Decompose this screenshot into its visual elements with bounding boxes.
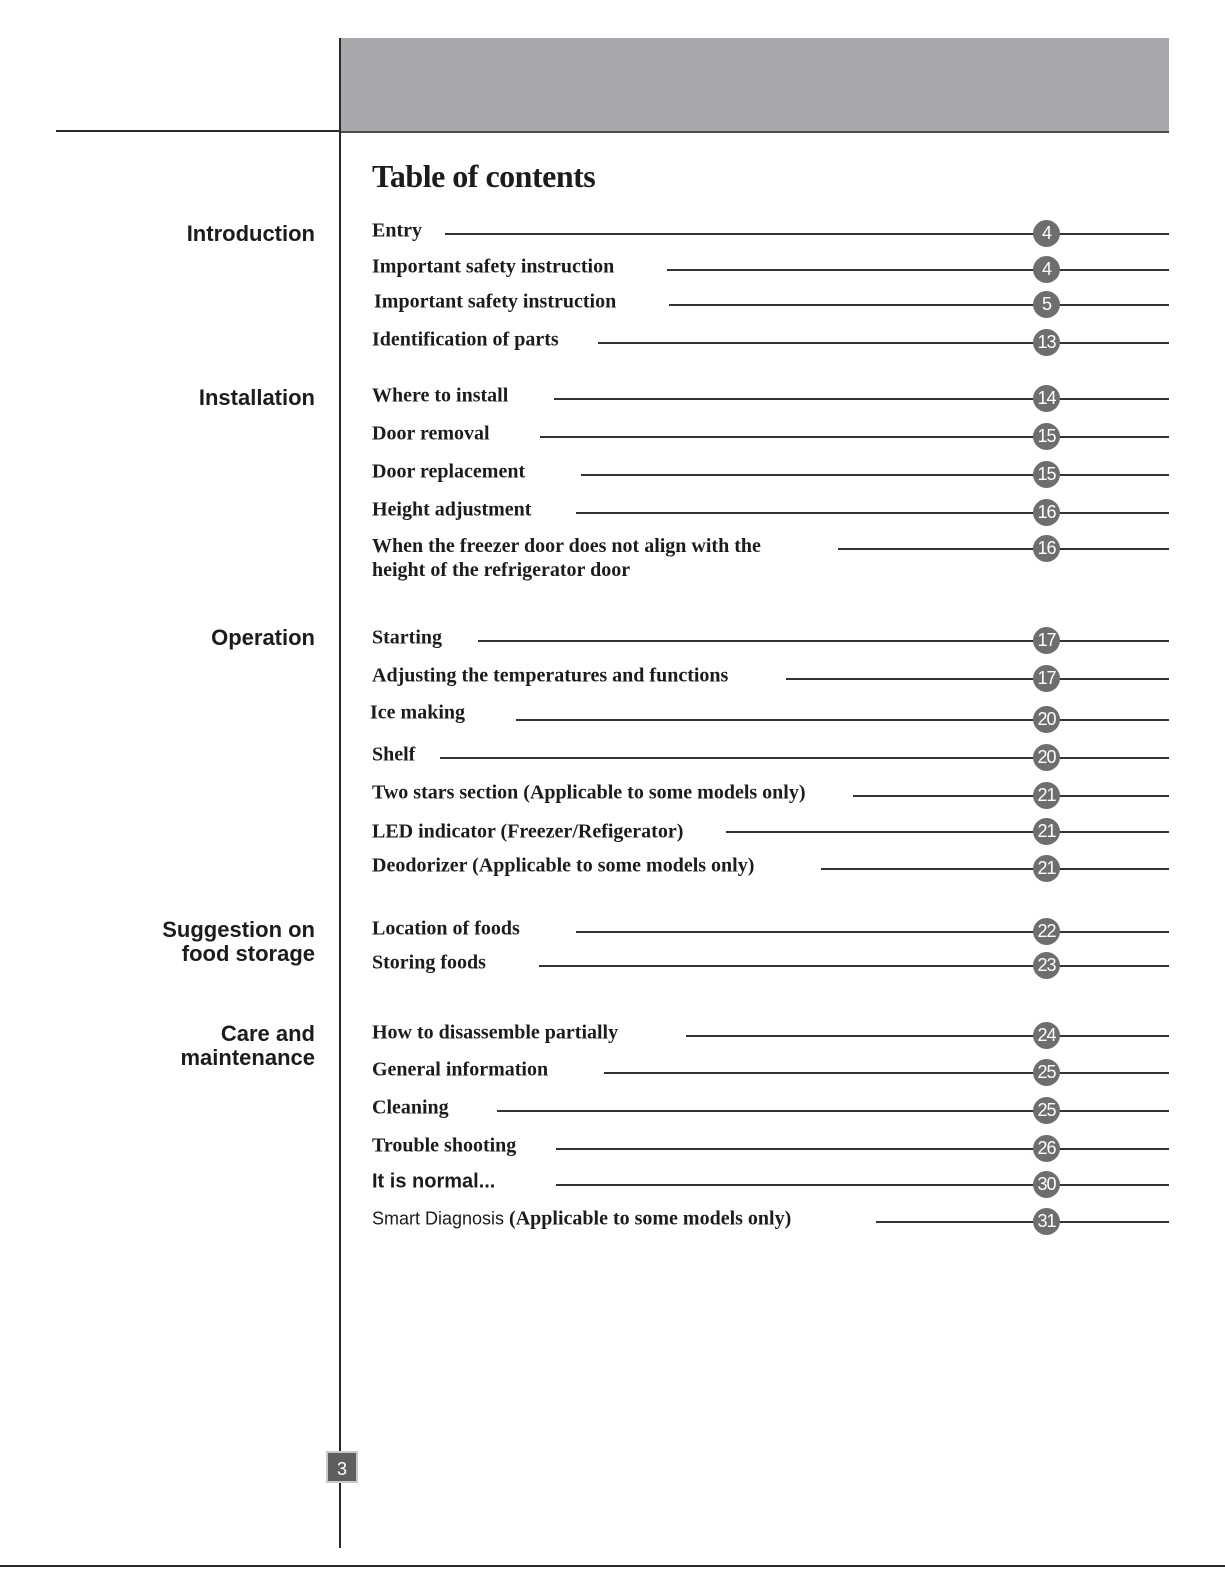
toc-entry-label: Identification of parts	[372, 328, 559, 351]
toc-entry-label: It is normal...	[372, 1170, 496, 1193]
page-number-badge: 17	[1033, 627, 1060, 654]
leader-line	[604, 1072, 1169, 1074]
leader-line	[686, 1035, 1169, 1037]
page-number-badge: 13	[1033, 329, 1060, 356]
toc-entry[interactable]	[0, 255, 1225, 279]
toc-entry-label: Two stars section (Applicable to some models only)	[372, 781, 806, 804]
leader-line	[554, 398, 1169, 400]
toc-entry[interactable]	[0, 1134, 1225, 1158]
leader-line	[497, 1110, 1169, 1112]
toc-entry-label-line1: When the freezer door does not align with the	[372, 535, 761, 557]
toc-entry[interactable]	[0, 460, 1225, 484]
toc-entry[interactable]	[0, 854, 1225, 878]
page-number-badge: 15	[1033, 461, 1060, 488]
page-number-badge: 15	[1033, 423, 1060, 450]
page-number-badge: 21	[1033, 855, 1060, 882]
toc-entry-label: Height adjustment	[372, 498, 532, 521]
page-number-badge: 20	[1033, 744, 1060, 771]
toc-entry-note: (Applicable to some models only)	[472, 854, 755, 877]
page-title: Table of contents	[372, 158, 596, 194]
toc-entry-label: Shelf	[372, 743, 416, 766]
toc-entry-label: Entry	[372, 219, 422, 242]
toc-entry-label: LED indicator (Freezer/Refigerator)	[372, 820, 684, 843]
toc-entry-label: Door removal	[372, 422, 490, 445]
toc-entry[interactable]	[0, 1021, 1225, 1045]
leader-line	[576, 512, 1169, 514]
leader-line	[667, 269, 1169, 271]
toc-entry-label: Where to install	[372, 384, 509, 407]
toc-entry[interactable]	[0, 781, 1225, 805]
leader-line	[838, 548, 1169, 550]
page-number-badge: 16	[1033, 499, 1060, 526]
leader-line	[876, 1221, 1169, 1223]
page-number-badge: 30	[1033, 1171, 1060, 1198]
toc-entry[interactable]	[0, 701, 1225, 729]
toc-entry-label-main: Deodorizer	[372, 854, 468, 877]
leader-line	[478, 640, 1169, 642]
leader-line	[539, 965, 1169, 967]
toc-entry-label-line2: height of the refrigerator door	[372, 559, 631, 581]
toc-entry[interactable]	[0, 1096, 1225, 1120]
toc-entry-label: Adjusting the temperatures and functions	[372, 664, 729, 687]
toc-entry[interactable]	[0, 498, 1225, 522]
leader-line	[821, 868, 1169, 870]
toc-entry-label: Starting	[372, 626, 442, 649]
bottom-rule	[0, 1565, 1225, 1567]
leader-line	[726, 831, 1169, 833]
leader-line	[556, 1184, 1169, 1186]
page-number-badge: 25	[1033, 1059, 1060, 1086]
page-number-badge: 5	[1033, 291, 1060, 318]
toc-entry-label: Cleaning	[372, 1096, 449, 1119]
toc-entry[interactable]	[0, 1170, 1225, 1194]
page-number-badge: 16	[1033, 535, 1060, 562]
toc-entry-label: General information	[372, 1058, 549, 1081]
leader-line	[786, 678, 1169, 680]
leader-line	[581, 474, 1169, 476]
leader-line	[445, 233, 1169, 235]
toc-entry-label	[372, 534, 761, 582]
toc-entry[interactable]	[0, 1207, 1225, 1231]
toc-entry-note: (Applicable to some models only)	[509, 1207, 792, 1230]
page-number: 3	[326, 1451, 358, 1483]
toc-entry-label: Important safety instruction	[372, 255, 615, 278]
page-number-badge: 21	[1033, 782, 1060, 809]
page-number-badge: 31	[1033, 1208, 1060, 1235]
page-number-badge: 20	[1033, 706, 1060, 733]
page-number-badge: 14	[1033, 385, 1060, 412]
toc-entry[interactable]	[0, 1058, 1225, 1082]
toc-entry-label: Door replacement	[372, 460, 526, 483]
page-number-badge: 24	[1033, 1022, 1060, 1049]
page-number-badge: 22	[1033, 918, 1060, 945]
toc-entry[interactable]	[0, 743, 1225, 767]
section-care-maintenance: Care and maintenance	[180, 1021, 315, 1070]
leader-line	[669, 304, 1169, 306]
toc-entry[interactable]	[0, 664, 1225, 688]
vertical-divider	[339, 38, 341, 1548]
leader-line	[540, 436, 1169, 438]
section-installation: Installation	[198, 385, 315, 410]
leader-line	[853, 795, 1169, 797]
page-number-badge: 23	[1033, 952, 1060, 979]
toc-entry[interactable]	[0, 917, 1225, 941]
header-band	[341, 38, 1169, 133]
toc-entry[interactable]	[0, 951, 1225, 975]
leader-line	[516, 719, 1169, 721]
section-operation: Operation	[211, 625, 315, 650]
toc-entry[interactable]	[0, 328, 1225, 352]
page-number-badge: 4	[1033, 220, 1060, 247]
toc-entry[interactable]	[0, 290, 1225, 314]
toc-entry-label: Location of foods	[372, 917, 520, 940]
section-introduction: Introduction	[186, 221, 315, 246]
leader-line	[576, 931, 1169, 933]
page-number-badge: 21	[1033, 818, 1060, 845]
toc-entry-label: How to disassemble partially	[372, 1021, 619, 1044]
page-number-badge: 17	[1033, 665, 1060, 692]
toc-entry-label: Storing foods	[372, 951, 486, 974]
toc-entry-label	[372, 854, 754, 878]
section-food-storage: Suggestion on food storage	[162, 917, 315, 966]
toc-entry-label: Important safety instruction	[374, 290, 617, 313]
page-number-badge: 4	[1033, 256, 1060, 283]
leader-line	[556, 1148, 1169, 1150]
toc-entry[interactable]	[0, 820, 1225, 843]
page-number-badge: 25	[1033, 1097, 1060, 1124]
toc-entry-label: Trouble shooting	[372, 1134, 517, 1157]
leader-line	[598, 342, 1169, 344]
toc-entry[interactable]	[0, 535, 1225, 581]
page-number-badge: 26	[1033, 1135, 1060, 1162]
toc-entry[interactable]	[0, 422, 1225, 446]
toc-entry-label	[372, 1207, 791, 1231]
toc-entry-label-main: Smart Diagnosis	[372, 1208, 505, 1229]
toc-entry-label: Ice making	[370, 701, 465, 724]
header-rule	[56, 130, 341, 132]
